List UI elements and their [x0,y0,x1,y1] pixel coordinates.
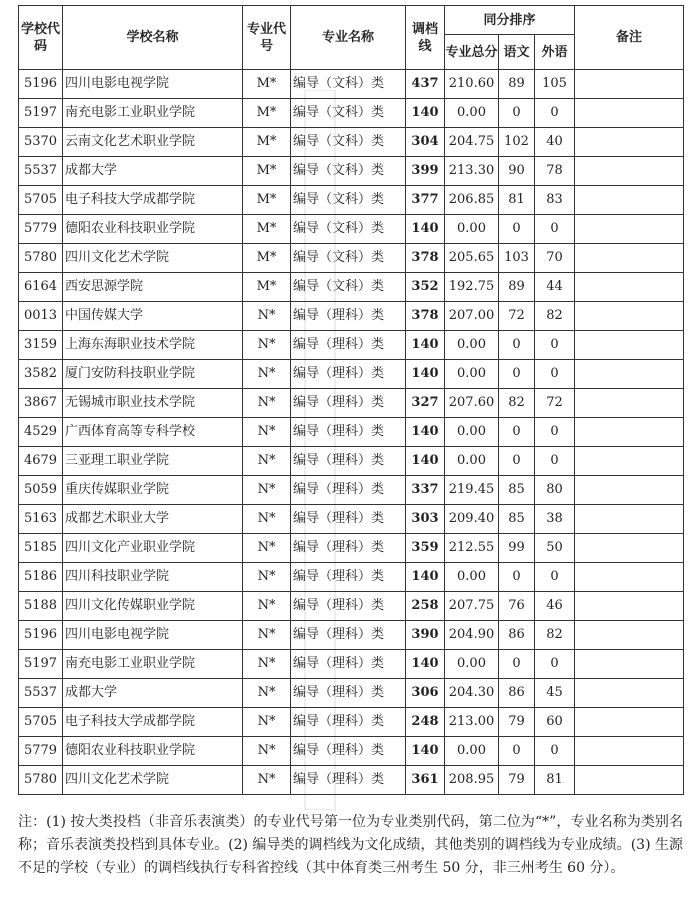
school-code-cell: 5196 [19,621,63,650]
foreign-language-cell: 40 [535,128,575,157]
chinese-score-cell: 0 [499,563,535,592]
threshold-cell: 361 [406,766,445,795]
table-row [19,273,684,302]
table-row [19,389,684,418]
school-code-cell: 5779 [19,215,63,244]
foreign-language-cell: 0 [535,418,575,447]
major-code-cell: N* [243,650,291,679]
threshold-cell: 390 [406,621,445,650]
remark-cell [575,447,684,476]
major-total-cell: 207.75 [445,592,499,621]
remark-cell [575,563,684,592]
remark-cell [575,708,684,737]
table-row [19,128,684,157]
remark-cell [575,273,684,302]
foreign-language-cell: 80 [535,476,575,505]
table-row [19,650,684,679]
school-name-cell: 四川文化艺术学院 [63,244,243,273]
major-code-cell: N* [243,302,291,331]
school-code-cell: 5537 [19,157,63,186]
major-name-cell: 编导（理科）类 [291,737,406,766]
threshold-cell: 140 [406,99,445,128]
table-row [19,708,684,737]
school-code-cell: 3867 [19,389,63,418]
threshold-cell: 304 [406,128,445,157]
foreign-language-cell: 50 [535,534,575,563]
major-code-cell: N* [243,621,291,650]
major-name-cell: 编导（理科）类 [291,302,406,331]
school-code-cell: 5196 [19,70,63,99]
table-row [19,679,684,708]
remark-cell [575,157,684,186]
remark-cell [575,650,684,679]
threshold-cell: 378 [406,302,445,331]
major-name-cell: 编导（理科）类 [291,418,406,447]
threshold-cell: 258 [406,592,445,621]
school-code-cell: 5705 [19,708,63,737]
threshold-cell: 140 [406,418,445,447]
school-code-cell: 3159 [19,331,63,360]
major-name-cell: 编导（文科）类 [291,128,406,157]
major-code-cell: M* [243,244,291,273]
major-total-cell: 207.60 [445,389,499,418]
major-code-cell: M* [243,273,291,302]
school-code-cell: 5059 [19,476,63,505]
table-row [19,476,684,505]
school-name-cell: 四川科技职业学院 [63,563,243,592]
header-remarks: 备注 [575,6,684,70]
foreign-language-cell: 45 [535,679,575,708]
major-total-cell: 0.00 [445,215,499,244]
major-code-cell: N* [243,766,291,795]
major-code-cell: N* [243,505,291,534]
threshold-cell: 140 [406,215,445,244]
major-code-cell: N* [243,389,291,418]
school-name-cell: 四川文化艺术学院 [63,766,243,795]
foreign-language-cell: 0 [535,360,575,389]
school-name-cell: 南充电影工业职业学院 [63,650,243,679]
school-code-cell: 5705 [19,186,63,215]
table-row [19,331,684,360]
chinese-score-cell: 86 [499,621,535,650]
major-name-cell: 编导（理科）类 [291,592,406,621]
admission-table-container [18,5,683,795]
table-row [19,505,684,534]
major-total-cell: 209.40 [445,505,499,534]
major-name-cell: 编导（文科）类 [291,186,406,215]
chinese-score-cell: 76 [499,592,535,621]
table-row [19,157,684,186]
major-code-cell: N* [243,331,291,360]
major-total-cell: 0.00 [445,418,499,447]
footnote: 注：(1) 按大类投档（非音乐表演类）的专业代号第一位为专业类别代码，第二位为“*”，专业名称为类别名称；音乐表演类投档到具体专业。(2) 编导类的调档线为文化成绩，其他类别的调档线为专业成绩。(3) 生源不足的学校（专业）的调档线执行专科省控线（其中体育类三州考生 50 分，非三州考生 60 分）。 [18,814,683,876]
school-code-cell: 5163 [19,505,63,534]
major-name-cell: 编导（文科）类 [291,273,406,302]
school-name-cell: 成都大学 [63,157,243,186]
chinese-score-cell: 79 [499,766,535,795]
remark-cell [575,389,684,418]
foreign-language-cell: 0 [535,650,575,679]
school-name-cell: 无锡城市职业技术学院 [63,389,243,418]
chinese-score-cell: 85 [499,476,535,505]
foreign-language-cell: 0 [535,215,575,244]
major-code-cell: M* [243,99,291,128]
chinese-score-cell: 0 [499,99,535,128]
school-name-cell: 上海东海职业技术学院 [63,331,243,360]
major-name-cell: 编导（文科）类 [291,157,406,186]
school-name-cell: 厦门安防科技职业学院 [63,360,243,389]
major-name-cell: 编导（理科）类 [291,447,406,476]
threshold-cell: 140 [406,360,445,389]
table-row [19,418,684,447]
table-row [19,447,684,476]
major-code-cell: N* [243,737,291,766]
major-code-cell: M* [243,215,291,244]
foreign-language-cell: 44 [535,273,575,302]
header-major-name: 专业名称 [291,6,406,70]
foreign-language-cell: 83 [535,186,575,215]
school-code-cell: 5197 [19,99,63,128]
major-name-cell: 编导（理科）类 [291,476,406,505]
major-name-cell: 编导（理科）类 [291,621,406,650]
threshold-cell: 359 [406,534,445,563]
table-row [19,737,684,766]
major-total-cell: 210.60 [445,70,499,99]
school-name-cell: 德阳农业科技职业学院 [63,737,243,766]
remark-cell [575,331,684,360]
school-code-cell: 5186 [19,563,63,592]
remark-cell [575,70,684,99]
threshold-cell: 140 [406,447,445,476]
chinese-score-cell: 0 [499,737,535,766]
major-total-cell: 0.00 [445,737,499,766]
foreign-language-cell: 70 [535,244,575,273]
remark-cell [575,621,684,650]
major-total-cell: 0.00 [445,360,499,389]
chinese-score-cell: 72 [499,302,535,331]
school-name-cell: 南充电影工业职业学院 [63,99,243,128]
major-code-cell: N* [243,592,291,621]
major-name-cell: 编导（文科）类 [291,215,406,244]
threshold-cell: 140 [406,563,445,592]
major-code-cell: M* [243,128,291,157]
major-total-cell: 0.00 [445,99,499,128]
major-total-cell: 0.00 [445,650,499,679]
major-total-cell: 207.00 [445,302,499,331]
threshold-cell: 437 [406,70,445,99]
school-code-cell: 5188 [19,592,63,621]
major-code-cell: N* [243,360,291,389]
major-name-cell: 编导（理科）类 [291,389,406,418]
school-code-cell: 5779 [19,737,63,766]
school-code-cell: 4529 [19,418,63,447]
school-name-cell: 成都大学 [63,679,243,708]
table-row [19,534,684,563]
foreign-language-cell: 0 [535,737,575,766]
remark-cell [575,505,684,534]
chinese-score-cell: 81 [499,186,535,215]
chinese-score-cell: 89 [499,273,535,302]
threshold-cell: 352 [406,273,445,302]
table-row [19,186,684,215]
table-row [19,302,684,331]
header-major-code: 专业代号 [243,6,291,70]
chinese-score-cell: 79 [499,708,535,737]
chinese-score-cell: 0 [499,331,535,360]
school-code-cell: 5185 [19,534,63,563]
header-foreign-language: 外语 [535,35,575,70]
foreign-language-cell: 0 [535,563,575,592]
major-code-cell: N* [243,534,291,563]
school-code-cell: 5780 [19,766,63,795]
threshold-cell: 248 [406,708,445,737]
threshold-cell: 140 [406,650,445,679]
major-code-cell: M* [243,157,291,186]
chinese-score-cell: 103 [499,244,535,273]
foreign-language-cell: 38 [535,505,575,534]
foreign-language-cell: 105 [535,70,575,99]
remark-cell [575,534,684,563]
chinese-score-cell: 86 [499,679,535,708]
major-name-cell: 编导（理科）类 [291,563,406,592]
threshold-cell: 377 [406,186,445,215]
remark-cell [575,99,684,128]
remark-cell [575,128,684,157]
major-name-cell: 编导（理科）类 [291,766,406,795]
chinese-score-cell: 0 [499,418,535,447]
table-row [19,215,684,244]
major-code-cell: N* [243,476,291,505]
major-name-cell: 编导（理科）类 [291,679,406,708]
major-code-cell: N* [243,418,291,447]
school-code-cell: 3582 [19,360,63,389]
table-row [19,360,684,389]
major-code-cell: N* [243,679,291,708]
school-name-cell: 云南文化艺术职业学院 [63,128,243,157]
remark-cell [575,244,684,273]
school-name-cell: 三亚理工职业学院 [63,447,243,476]
major-total-cell: 204.90 [445,621,499,650]
foreign-language-cell: 72 [535,389,575,418]
major-name-cell: 编导（理科）类 [291,708,406,737]
major-total-cell: 192.75 [445,273,499,302]
school-code-cell: 4679 [19,447,63,476]
foreign-language-cell: 82 [535,621,575,650]
remark-cell [575,302,684,331]
school-name-cell: 四川文化传媒职业学院 [63,592,243,621]
major-name-cell: 编导（文科）类 [291,70,406,99]
major-total-cell: 212.55 [445,534,499,563]
threshold-cell: 337 [406,476,445,505]
foreign-language-cell: 82 [535,302,575,331]
major-code-cell: N* [243,447,291,476]
table-row [19,621,684,650]
major-total-cell: 204.75 [445,128,499,157]
major-total-cell: 205.65 [445,244,499,273]
school-name-cell: 中国传媒大学 [63,302,243,331]
chinese-score-cell: 99 [499,534,535,563]
school-name-cell: 四川文化产业职业学院 [63,534,243,563]
school-name-cell: 电子科技大学成都学院 [63,708,243,737]
header-major-total: 专业总分 [445,35,499,70]
threshold-cell: 327 [406,389,445,418]
foreign-language-cell: 0 [535,447,575,476]
major-total-cell: 0.00 [445,331,499,360]
major-total-cell: 219.45 [445,476,499,505]
major-name-cell: 编导（文科）类 [291,99,406,128]
remark-cell [575,679,684,708]
remark-cell [575,766,684,795]
major-name-cell: 编导（理科）类 [291,505,406,534]
foreign-language-cell: 78 [535,157,575,186]
chinese-score-cell: 0 [499,447,535,476]
major-code-cell: M* [243,70,291,99]
school-name-cell: 四川电影电视学院 [63,70,243,99]
table-row [19,70,684,99]
admission-table [18,5,684,795]
school-name-cell: 电子科技大学成都学院 [63,186,243,215]
major-total-cell: 0.00 [445,563,499,592]
foreign-language-cell: 0 [535,331,575,360]
table-row [19,563,684,592]
chinese-score-cell: 82 [499,389,535,418]
remark-cell [575,215,684,244]
school-code-cell: 6164 [19,273,63,302]
remark-cell [575,360,684,389]
major-name-cell: 编导（理科）类 [291,360,406,389]
remark-cell [575,592,684,621]
chinese-score-cell: 0 [499,360,535,389]
foreign-language-cell: 46 [535,592,575,621]
table-row [19,592,684,621]
remark-cell [575,418,684,447]
major-total-cell: 206.85 [445,186,499,215]
header-school-code: 学校代码 [19,6,63,70]
school-name-cell: 德阳农业科技职业学院 [63,215,243,244]
major-total-cell: 204.30 [445,679,499,708]
chinese-score-cell: 90 [499,157,535,186]
chinese-score-cell: 102 [499,128,535,157]
school-name-cell: 西安思源学院 [63,273,243,302]
major-name-cell: 编导（文科）类 [291,244,406,273]
chinese-score-cell: 89 [499,70,535,99]
threshold-cell: 399 [406,157,445,186]
school-name-cell: 重庆传媒职业学院 [63,476,243,505]
school-name-cell: 成都艺术职业大学 [63,505,243,534]
threshold-cell: 140 [406,737,445,766]
school-name-cell: 四川电影电视学院 [63,621,243,650]
header-school-name: 学校名称 [63,6,243,70]
threshold-cell: 378 [406,244,445,273]
school-name-cell: 广西体育高等专科学校 [63,418,243,447]
major-total-cell: 213.30 [445,157,499,186]
school-code-cell: 5370 [19,128,63,157]
threshold-cell: 140 [406,331,445,360]
threshold-cell: 303 [406,505,445,534]
table-body [19,70,684,795]
chinese-score-cell: 85 [499,505,535,534]
major-name-cell: 编导（理科）类 [291,650,406,679]
foreign-language-cell: 0 [535,99,575,128]
table-header [19,6,684,70]
header-chinese: 语文 [499,35,535,70]
school-code-cell: 0013 [19,302,63,331]
chinese-score-cell: 0 [499,650,535,679]
remark-cell [575,737,684,766]
major-total-cell: 0.00 [445,447,499,476]
table-row [19,244,684,273]
major-total-cell: 208.95 [445,766,499,795]
foreign-language-cell: 60 [535,708,575,737]
major-code-cell: N* [243,563,291,592]
remark-cell [575,476,684,505]
school-code-cell: 5197 [19,650,63,679]
school-code-cell: 5537 [19,679,63,708]
major-code-cell: M* [243,186,291,215]
chinese-score-cell: 0 [499,215,535,244]
major-code-cell: N* [243,708,291,737]
table-row [19,766,684,795]
major-name-cell: 编导（理科）类 [291,331,406,360]
header-tie-break: 同分排序 [445,6,575,35]
school-code-cell: 5780 [19,244,63,273]
major-total-cell: 213.00 [445,708,499,737]
foreign-language-cell: 81 [535,766,575,795]
major-name-cell: 编导（理科）类 [291,534,406,563]
table-row [19,99,684,128]
remark-cell [575,186,684,215]
header-threshold: 调档线 [406,6,445,70]
threshold-cell: 306 [406,679,445,708]
